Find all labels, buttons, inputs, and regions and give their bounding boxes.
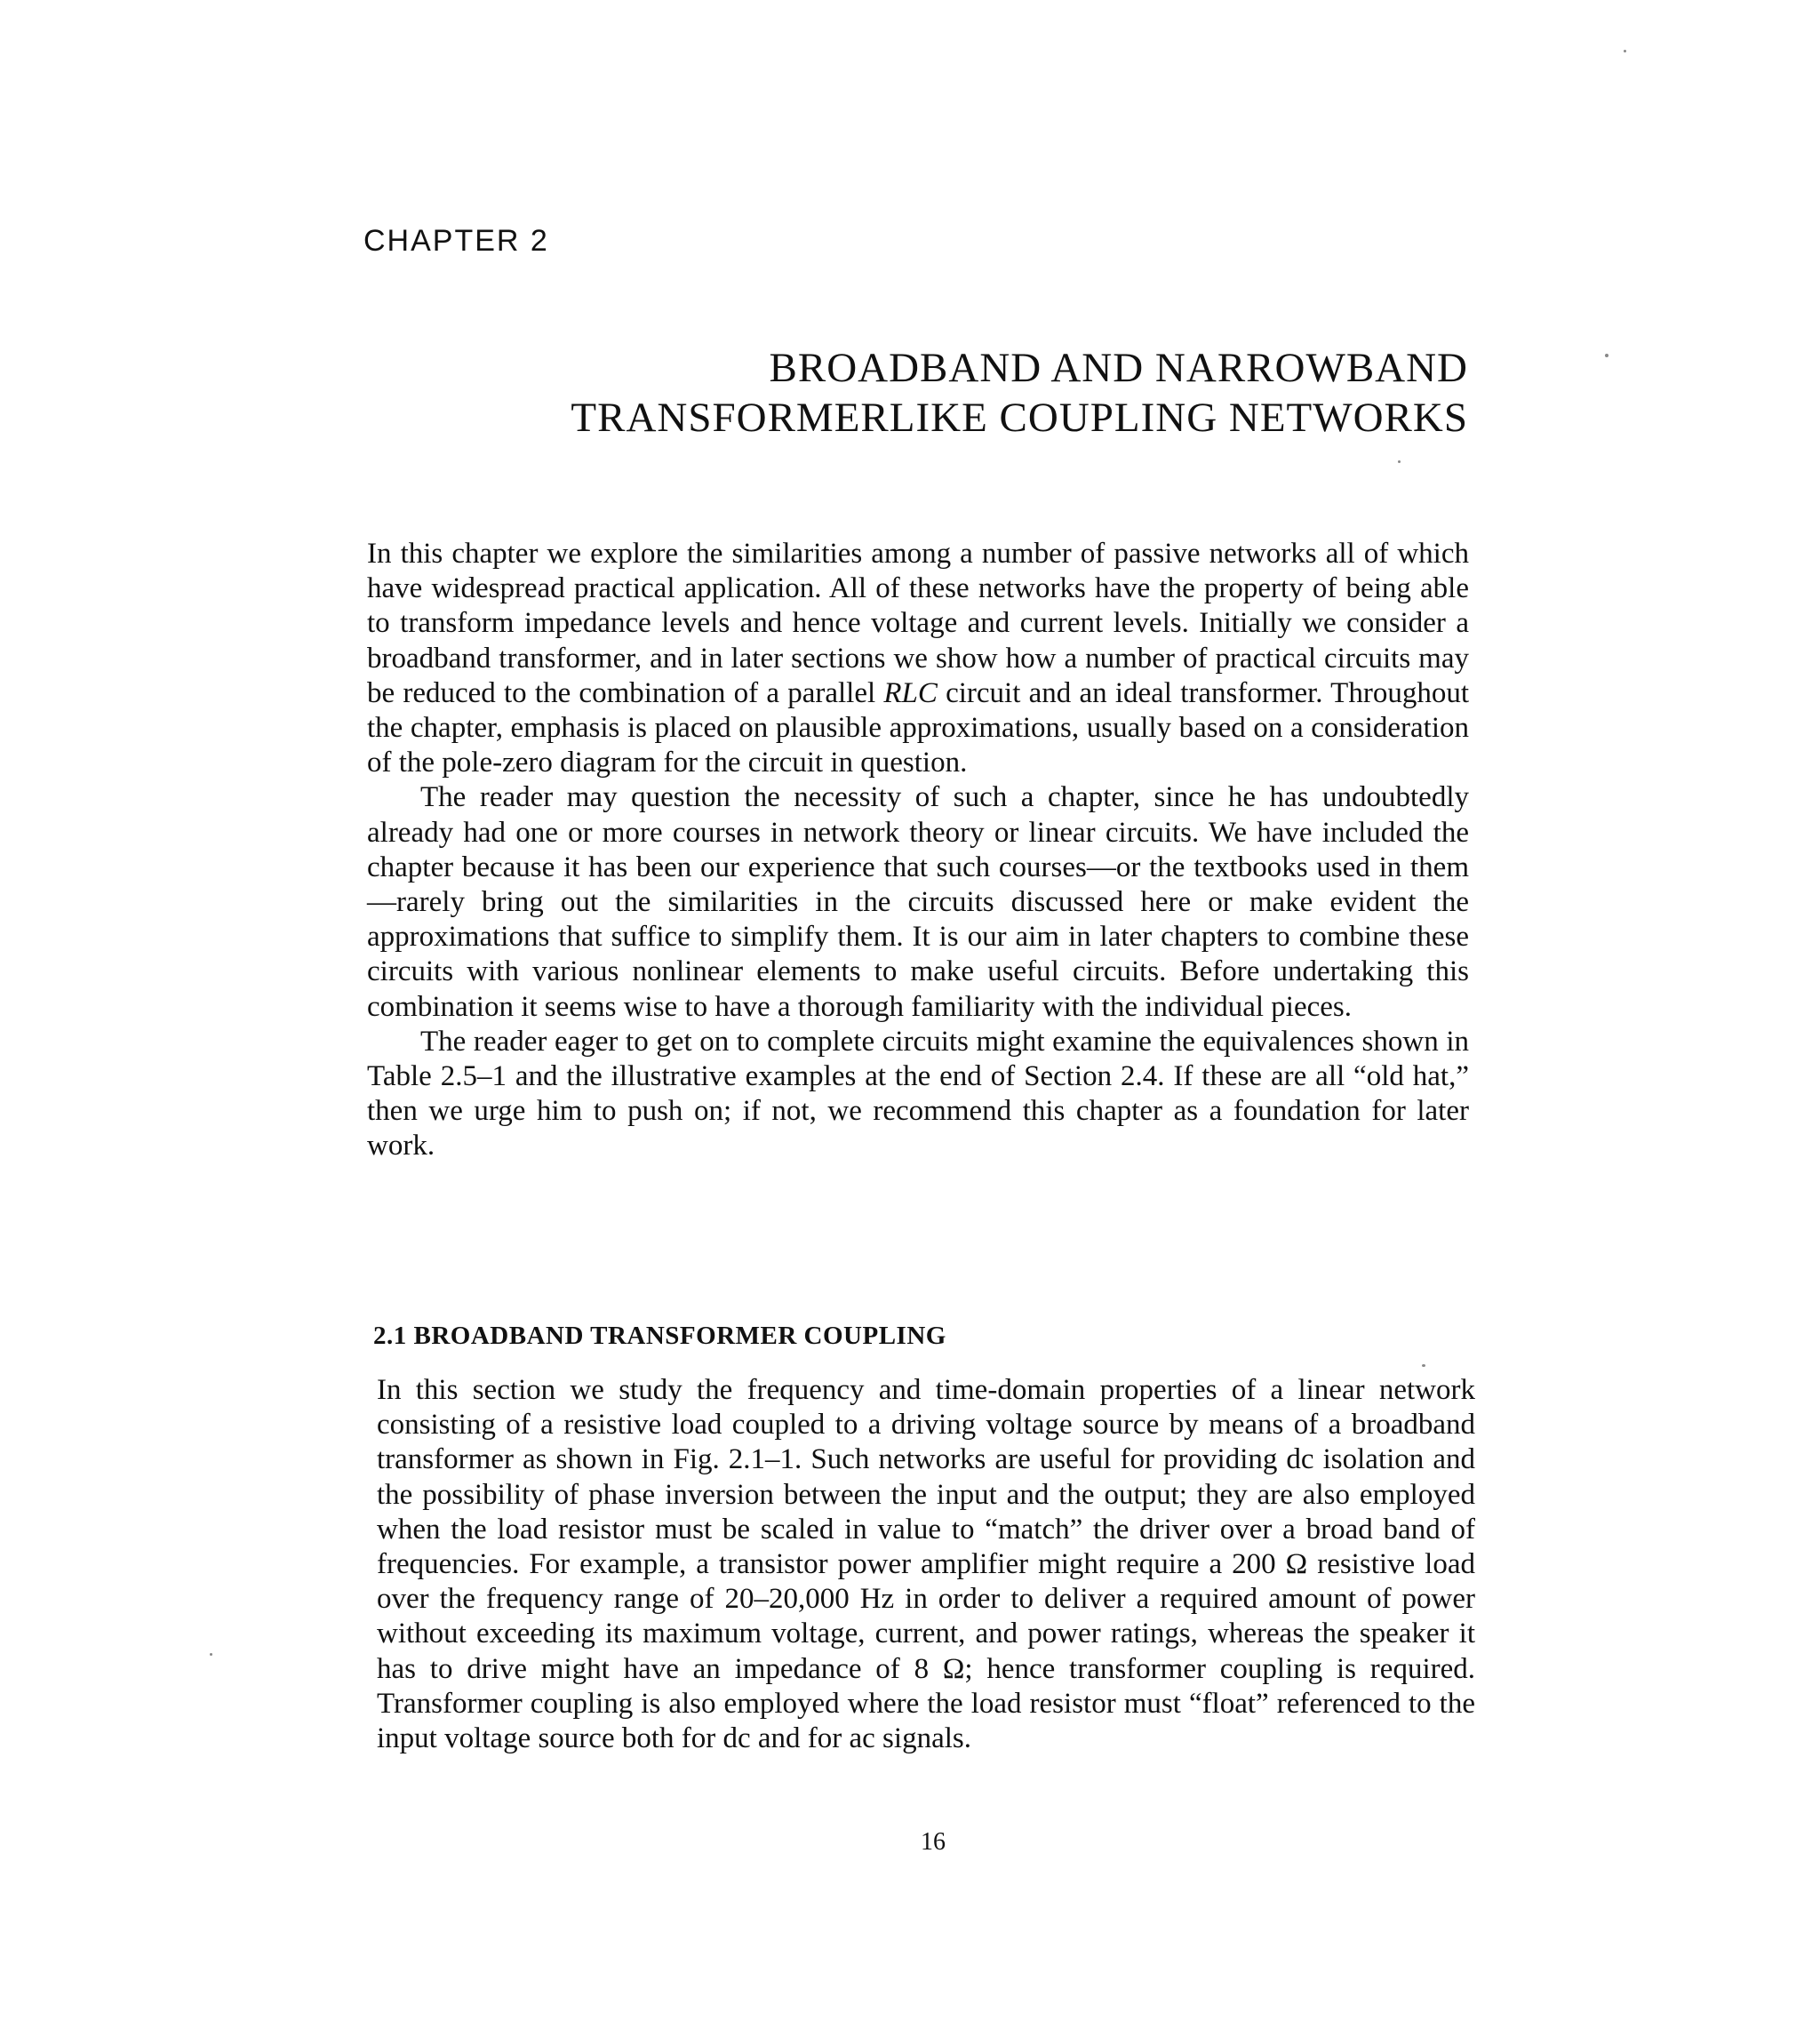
chapter-title-line-2: TRANSFORMERLIKE COUPLING NETWORKS xyxy=(571,395,1468,441)
scan-speck xyxy=(210,1653,212,1656)
section-heading: 2.1 BROADBAND TRANSFORMER COUPLING xyxy=(373,1322,946,1350)
intro-paragraph-2: The reader may question the necessity of such a chapter, since he has undoubtedly already had one or more courses in network theory or linear circuits. We have included the chapter because it has been our experience that such courses—or the textbooks used in them—rarely bring out the similarities in the circuits discussed here or make evident the approximations that suffice to simplify them. It is our aim in later chapters to combine these circuits with various nonlinear elements to make useful circuits. Before undertaking this combination it seems wise to have a thorough familiarity with the individual pieces. xyxy=(367,781,1469,1023)
rlc-term: RLC xyxy=(883,676,938,709)
scan-speck xyxy=(1398,460,1401,463)
intro-text xyxy=(367,537,1469,1164)
chapter-label: CHAPTER 2 xyxy=(363,224,549,258)
section-paragraph-1: In this section we study the frequency and time-domain properties of a linear network consisting of a resistive load coupled to a driving voltage source by means of a broadband transformer as shown in Fig. 2.1–1. Such networks are useful for providing dc isolation and the possibility of phase inversion between the input and the output; they are also employed when the load resistor must be scaled in value to “match” the driver over a broad band of frequencies. For example, a transistor power amplifier might require a 200 Ω resistive load over the frequency range of 20–20,000 Hz in order to deliver a required amount of power without exceeding its maximum voltage, current, and power ratings, whereas the speaker it has to drive might have an impedance of 8 Ω; hence transformer coupling is required. Transformer coupling is also employed where the load resistor must “float” referenced to the input voltage source both for dc and for ac signals. xyxy=(377,1374,1475,1755)
chapter-title xyxy=(571,343,1468,443)
page-number: 16 xyxy=(921,1828,946,1856)
intro-paragraph-1-part-b: circuit and an ideal transformer. Throughout the chapter, emphasis is placed on plausible approximations, usually based on a consideration of the pole-zero diagram for the circuit in question. xyxy=(367,676,1469,779)
intro-paragraph-1-part-a: In this chapter we explore the similarities among a number of passive networks all of which have widespread practical application. All of these networks have the property of being able to transform impedance levels and hence voltage and current levels. Initially we consider a broadband transformer, and in later sections we show how a number of practical circuits may be reduced to the combination of a parallel xyxy=(367,538,1469,709)
chapter-title-line-1: BROADBAND AND NARROWBAND xyxy=(769,345,1468,391)
scan-speck xyxy=(1624,50,1626,52)
intro-paragraph-1 xyxy=(367,537,1469,780)
scan-speck xyxy=(1422,1364,1425,1367)
section-text xyxy=(377,1373,1475,1756)
scan-speck xyxy=(1605,354,1608,357)
intro-paragraph-3: The reader eager to get on to complete circuits might examine the equivalences shown in Table 2.5–1 and the illustrative examples at the end of Section 2.4. If these are all “old hat,” then we urge him to push on; if not, we recommend this chapter as a foundation for later work. xyxy=(367,1025,1469,1162)
